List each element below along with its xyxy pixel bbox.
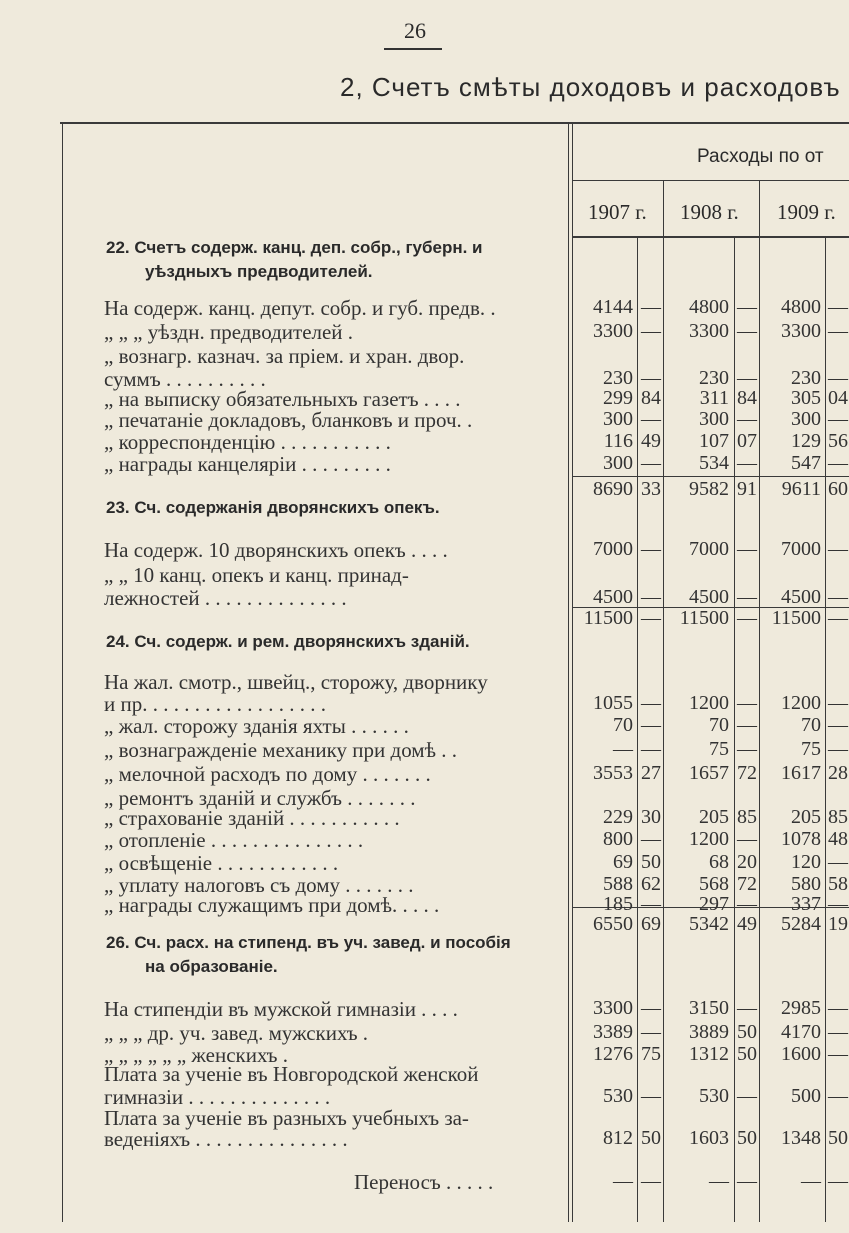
row-kopecks-value: 60 xyxy=(828,478,848,500)
row-rubles-value: 300 xyxy=(603,452,633,474)
row-label: „ „ „ уѣздн. предводителей . xyxy=(104,320,354,344)
row-rubles-value: 185 xyxy=(603,893,633,915)
row-kopecks-value: — xyxy=(641,452,661,474)
row-rubles-value: 588 xyxy=(603,873,633,895)
row-label: веденіяхъ . . . . . . . . . . . . . . . xyxy=(104,1127,348,1151)
row-label: „ „ „ „ „ „ женскихъ . xyxy=(104,1043,289,1067)
table-top-rule xyxy=(60,122,849,124)
row-rubles-value: 4500 xyxy=(593,586,633,608)
row-kopecks-value: 85 xyxy=(737,806,757,828)
row-label: лежностей . . . . . . . . . . . . . . xyxy=(104,586,347,610)
row-kopecks-value: 56 xyxy=(828,430,848,452)
row-rubles-value: 300 xyxy=(603,408,633,430)
row-label: „ награды служащимъ при домѣ. . . . . xyxy=(104,893,440,917)
row-kopecks-value: 72 xyxy=(737,762,757,784)
row-rubles-value: 1055 xyxy=(593,692,633,714)
row-rubles-value: — xyxy=(613,1170,633,1192)
row-rubles-value: 7000 xyxy=(689,538,729,560)
row-rubles-value: 6550 xyxy=(593,913,633,935)
row-rubles-value: 230 xyxy=(699,367,729,389)
row-kopecks-value: 07 xyxy=(737,430,757,452)
total-rule-22 xyxy=(572,476,849,477)
row-kopecks-value: — xyxy=(828,1170,848,1192)
row-rubles-value: 1078 xyxy=(781,828,821,850)
row-rubles-value: 3300 xyxy=(593,320,633,342)
row-kopecks-value: — xyxy=(737,367,757,389)
row-label: „ мелочной расходъ по дому . . . . . . . xyxy=(104,762,431,786)
row-rubles-value: 547 xyxy=(791,452,821,474)
row-kopecks-value: — xyxy=(828,1085,848,1107)
row-rubles-value: 230 xyxy=(603,367,633,389)
row-kopecks-value: — xyxy=(641,367,661,389)
row-kopecks-value: 49 xyxy=(737,913,757,935)
year-1907-kop-divider xyxy=(637,238,638,1222)
row-rubles-value: 4500 xyxy=(689,586,729,608)
row-rubles-value: 3553 xyxy=(593,762,633,784)
row-rubles-value: 75 xyxy=(709,738,729,760)
row-kopecks-value: 58 xyxy=(828,873,848,895)
row-rubles-value: 1657 xyxy=(689,762,729,784)
row-label: „ отопленіе . . . . . . . . . . . . . . . xyxy=(104,828,364,852)
row-rubles-value: 107 xyxy=(699,430,729,452)
row-rubles-value: 1312 xyxy=(689,1043,729,1065)
row-rubles-value: 3389 xyxy=(593,1021,633,1043)
row-label: „ на выписку обязательныхъ газетъ . . . . xyxy=(104,387,461,411)
row-kopecks-value: 28 xyxy=(828,762,848,784)
row-kopecks-value: — xyxy=(828,538,848,560)
row-rubles-value: 1603 xyxy=(689,1127,729,1149)
row-kopecks-value: — xyxy=(828,738,848,760)
row-rubles-value: 568 xyxy=(699,873,729,895)
row-rubles-value: 4144 xyxy=(593,296,633,318)
row-rubles-value: 1617 xyxy=(781,762,821,784)
row-kopecks-value: 49 xyxy=(641,430,661,452)
row-kopecks-value: 48 xyxy=(828,828,848,850)
row-kopecks-value: — xyxy=(641,828,661,850)
row-kopecks-value: — xyxy=(737,893,757,915)
row-rubles-value: 1200 xyxy=(781,692,821,714)
year-1907-divider xyxy=(663,180,664,1222)
row-label: На стипендіи въ мужской гимназіи . . . . xyxy=(104,997,458,1021)
row-rubles-value: 8690 xyxy=(593,478,633,500)
row-label: „ корреспонденцію . . . . . . . . . . . xyxy=(104,430,391,454)
row-kopecks-value: 72 xyxy=(737,873,757,895)
page-number-underline xyxy=(384,48,442,50)
row-kopecks-value: — xyxy=(641,714,661,736)
row-kopecks-value: — xyxy=(737,692,757,714)
row-rubles-value: 3889 xyxy=(689,1021,729,1043)
year-1909-kop-divider xyxy=(825,238,826,1222)
row-label: Плата за ученіе въ разныхъ учебныхъ за- xyxy=(104,1106,469,1130)
row-kopecks-value: 50 xyxy=(737,1127,757,1149)
row-label: „ ремонтъ зданій и службъ . . . . . . . xyxy=(104,786,416,810)
row-rubles-value: 68 xyxy=(709,851,729,873)
row-kopecks-value: — xyxy=(737,586,757,608)
row-rubles-value: 69 xyxy=(613,851,633,873)
row-rubles-value: 205 xyxy=(699,806,729,828)
row-kopecks-value: — xyxy=(737,452,757,474)
row-kopecks-value: — xyxy=(641,692,661,714)
row-rubles-value: 2985 xyxy=(781,997,821,1019)
row-kopecks-value: — xyxy=(828,714,848,736)
row-rubles-value: 120 xyxy=(791,851,821,873)
row-rubles-value: 297 xyxy=(699,893,729,915)
row-label: „ страхованіе зданій . . . . . . . . . . . xyxy=(104,806,400,830)
row-rubles-value: 5284 xyxy=(781,913,821,935)
row-kopecks-value: 19 xyxy=(828,913,848,935)
left-border xyxy=(62,122,63,1222)
row-rubles-value: 129 xyxy=(791,430,821,452)
row-label: Плата за ученіе въ Новгородской женской xyxy=(104,1062,479,1086)
row-rubles-value: 11500 xyxy=(771,607,821,629)
row-kopecks-value: — xyxy=(737,320,757,342)
row-kopecks-value: — xyxy=(828,851,848,873)
row-kopecks-value: 85 xyxy=(828,806,848,828)
row-rubles-value: 3150 xyxy=(689,997,729,1019)
row-kopecks-value: — xyxy=(828,296,848,318)
row-kopecks-value: 50 xyxy=(828,1127,848,1149)
row-rubles-value: 530 xyxy=(699,1085,729,1107)
row-kopecks-value: — xyxy=(641,893,661,915)
row-rubles-value: 3300 xyxy=(689,320,729,342)
row-kopecks-value: 84 xyxy=(737,387,757,409)
row-rubles-value: 116 xyxy=(603,430,633,452)
row-rubles-value: 1348 xyxy=(781,1127,821,1149)
row-kopecks-value: 50 xyxy=(641,851,661,873)
row-label: „ награды канцеляріи . . . . . . . . . xyxy=(104,452,391,476)
section-26-title: на образованіе. xyxy=(145,957,278,976)
row-kopecks-value: 04 xyxy=(828,387,848,409)
row-rubles-value: 500 xyxy=(791,1085,821,1107)
row-kopecks-value: — xyxy=(641,408,661,430)
row-kopecks-value: — xyxy=(737,538,757,560)
row-kopecks-value: — xyxy=(641,607,661,629)
row-kopecks-value: 50 xyxy=(737,1043,757,1065)
row-label: „ „ „ др. уч. завед. мужскихъ . xyxy=(104,1021,369,1045)
row-label: „ жал. сторожу зданія яхты . . . . . . xyxy=(104,714,409,738)
row-rubles-value: 812 xyxy=(603,1127,633,1149)
row-kopecks-value: 91 xyxy=(737,478,757,500)
row-rubles-value: 230 xyxy=(791,367,821,389)
row-kopecks-value: — xyxy=(641,1085,661,1107)
row-kopecks-value: — xyxy=(641,538,661,560)
row-kopecks-value: — xyxy=(737,408,757,430)
row-rubles-value: 75 xyxy=(801,738,821,760)
row-rubles-value: — xyxy=(709,1170,729,1192)
row-kopecks-value: 75 xyxy=(641,1043,661,1065)
year-1908-header: 1908 г. xyxy=(680,200,739,224)
row-kopecks-value: 33 xyxy=(641,478,661,500)
year-1909-header: 1909 г. xyxy=(777,200,836,224)
row-label: „ „ 10 канц. опекъ и канц. принад- xyxy=(104,563,409,587)
row-kopecks-value: — xyxy=(828,997,848,1019)
page-number: 26 xyxy=(404,18,426,43)
row-kopecks-value: — xyxy=(828,586,848,608)
row-kopecks-value: — xyxy=(737,828,757,850)
row-rubles-value: 4800 xyxy=(689,296,729,318)
row-label: „ вознагражденіе механику при домѣ . . xyxy=(104,738,458,762)
row-label: суммъ . . . . . . . . . . xyxy=(104,367,266,391)
year-1907-header: 1907 г. xyxy=(588,200,647,224)
row-rubles-value: 299 xyxy=(603,387,633,409)
row-rubles-value: 70 xyxy=(709,714,729,736)
row-rubles-value: 7000 xyxy=(781,538,821,560)
section-23-title: 23. Сч. содержанія дворянскихъ опекъ. xyxy=(106,498,440,517)
row-rubles-value: 3300 xyxy=(593,997,633,1019)
row-label: На содерж. канц. депут. собр. и губ. предв. . xyxy=(104,296,496,320)
row-rubles-value: 300 xyxy=(791,408,821,430)
row-kopecks-value: — xyxy=(828,452,848,474)
row-rubles-value: 534 xyxy=(699,452,729,474)
row-rubles-value: 70 xyxy=(801,714,821,736)
year-1908-kop-divider xyxy=(734,238,735,1222)
row-rubles-value: 530 xyxy=(603,1085,633,1107)
section-22-title: уѣздныхъ предводителей. xyxy=(145,262,373,281)
row-kopecks-value: — xyxy=(641,997,661,1019)
row-kopecks-value: — xyxy=(641,320,661,342)
row-rubles-value: 70 xyxy=(613,714,633,736)
row-label: и пр. . . . . . . . . . . . . . . . . . xyxy=(104,692,326,716)
row-kopecks-value: 50 xyxy=(737,1021,757,1043)
row-rubles-value: 800 xyxy=(603,828,633,850)
row-rubles-value: 5342 xyxy=(689,913,729,935)
row-rubles-value: 1200 xyxy=(689,692,729,714)
row-rubles-value: 4500 xyxy=(781,586,821,608)
row-kopecks-value: 62 xyxy=(641,873,661,895)
row-kopecks-value: — xyxy=(737,296,757,318)
row-kopecks-value: — xyxy=(737,1170,757,1192)
row-kopecks-value: — xyxy=(737,997,757,1019)
row-rubles-value: 11500 xyxy=(583,607,633,629)
row-rubles-value: 311 xyxy=(699,387,729,409)
section-24-title: 24. Сч. содерж. и рем. дворянскихъ зданій. xyxy=(106,632,470,651)
row-kopecks-value: — xyxy=(737,714,757,736)
row-rubles-value: 205 xyxy=(791,806,821,828)
row-kopecks-value: 30 xyxy=(641,806,661,828)
row-kopecks-value: — xyxy=(737,607,757,629)
row-kopecks-value: — xyxy=(641,586,661,608)
row-rubles-value: 7000 xyxy=(593,538,633,560)
row-rubles-value: 1200 xyxy=(689,828,729,850)
page-title: 2, Счетъ смѣты доходовъ и расходовъ xyxy=(340,72,841,102)
row-label: „ освѣщеніе . . . . . . . . . . . . xyxy=(104,851,339,875)
row-rubles-value: 9582 xyxy=(689,478,729,500)
row-label: На содерж. 10 дворянскихъ опекъ . . . . xyxy=(104,538,448,562)
row-rubles-value: 580 xyxy=(791,873,821,895)
row-rubles-value: 1600 xyxy=(781,1043,821,1065)
expenses-header: Расходы по от xyxy=(697,146,824,167)
section-26-title: 26. Сч. расх. на стипенд. въ уч. завед. и пособія xyxy=(106,933,511,952)
row-label: Переносъ . . . . . xyxy=(354,1170,494,1194)
row-rubles-value: 11500 xyxy=(679,607,729,629)
row-kopecks-value: — xyxy=(737,1085,757,1107)
row-rubles-value: 300 xyxy=(699,408,729,430)
row-rubles-value: — xyxy=(613,738,633,760)
row-kopecks-value: — xyxy=(828,1021,848,1043)
row-kopecks-value: 50 xyxy=(641,1127,661,1149)
row-kopecks-value: — xyxy=(828,408,848,430)
row-kopecks-value: — xyxy=(641,296,661,318)
row-kopecks-value: — xyxy=(828,320,848,342)
row-label: „ печатаніе докладовъ, бланковъ и проч. . xyxy=(104,408,473,432)
row-kopecks-value: 69 xyxy=(641,913,661,935)
row-kopecks-value: — xyxy=(641,738,661,760)
row-label: На жал. смотр., швейц., сторожу, дворнику xyxy=(104,670,488,694)
row-kopecks-value: — xyxy=(828,1043,848,1065)
row-rubles-value: 337 xyxy=(791,893,821,915)
row-kopecks-value: — xyxy=(828,367,848,389)
row-rubles-value: 305 xyxy=(791,387,821,409)
row-rubles-value: 1276 xyxy=(593,1043,633,1065)
row-kopecks-value: — xyxy=(641,1170,661,1192)
row-kopecks-value: — xyxy=(828,607,848,629)
row-rubles-value: 229 xyxy=(603,806,633,828)
row-kopecks-value: — xyxy=(828,692,848,714)
row-label: гимназіи . . . . . . . . . . . . . . xyxy=(104,1085,331,1109)
row-kopecks-value: 20 xyxy=(737,851,757,873)
row-kopecks-value: — xyxy=(737,738,757,760)
row-label: „ уплату налоговъ съ дому . . . . . . . xyxy=(104,873,414,897)
row-label: „ вознагр. казнач. за пріем. и хран. двор. xyxy=(104,344,465,368)
row-rubles-value: 3300 xyxy=(781,320,821,342)
row-rubles-value: 4800 xyxy=(781,296,821,318)
row-rubles-value: 4170 xyxy=(781,1021,821,1043)
header-rule-2 xyxy=(572,236,849,238)
header-rule-1 xyxy=(572,180,849,181)
row-kopecks-value: 84 xyxy=(641,387,661,409)
row-kopecks-value: 27 xyxy=(641,762,661,784)
row-rubles-value: 9611 xyxy=(781,478,821,500)
row-rubles-value: — xyxy=(801,1170,821,1192)
section-22-title: 22. Счетъ содерж. канц. деп. собр., губерн. и xyxy=(106,238,483,257)
row-kopecks-value: — xyxy=(641,1021,661,1043)
row-kopecks-value: — xyxy=(828,893,848,915)
